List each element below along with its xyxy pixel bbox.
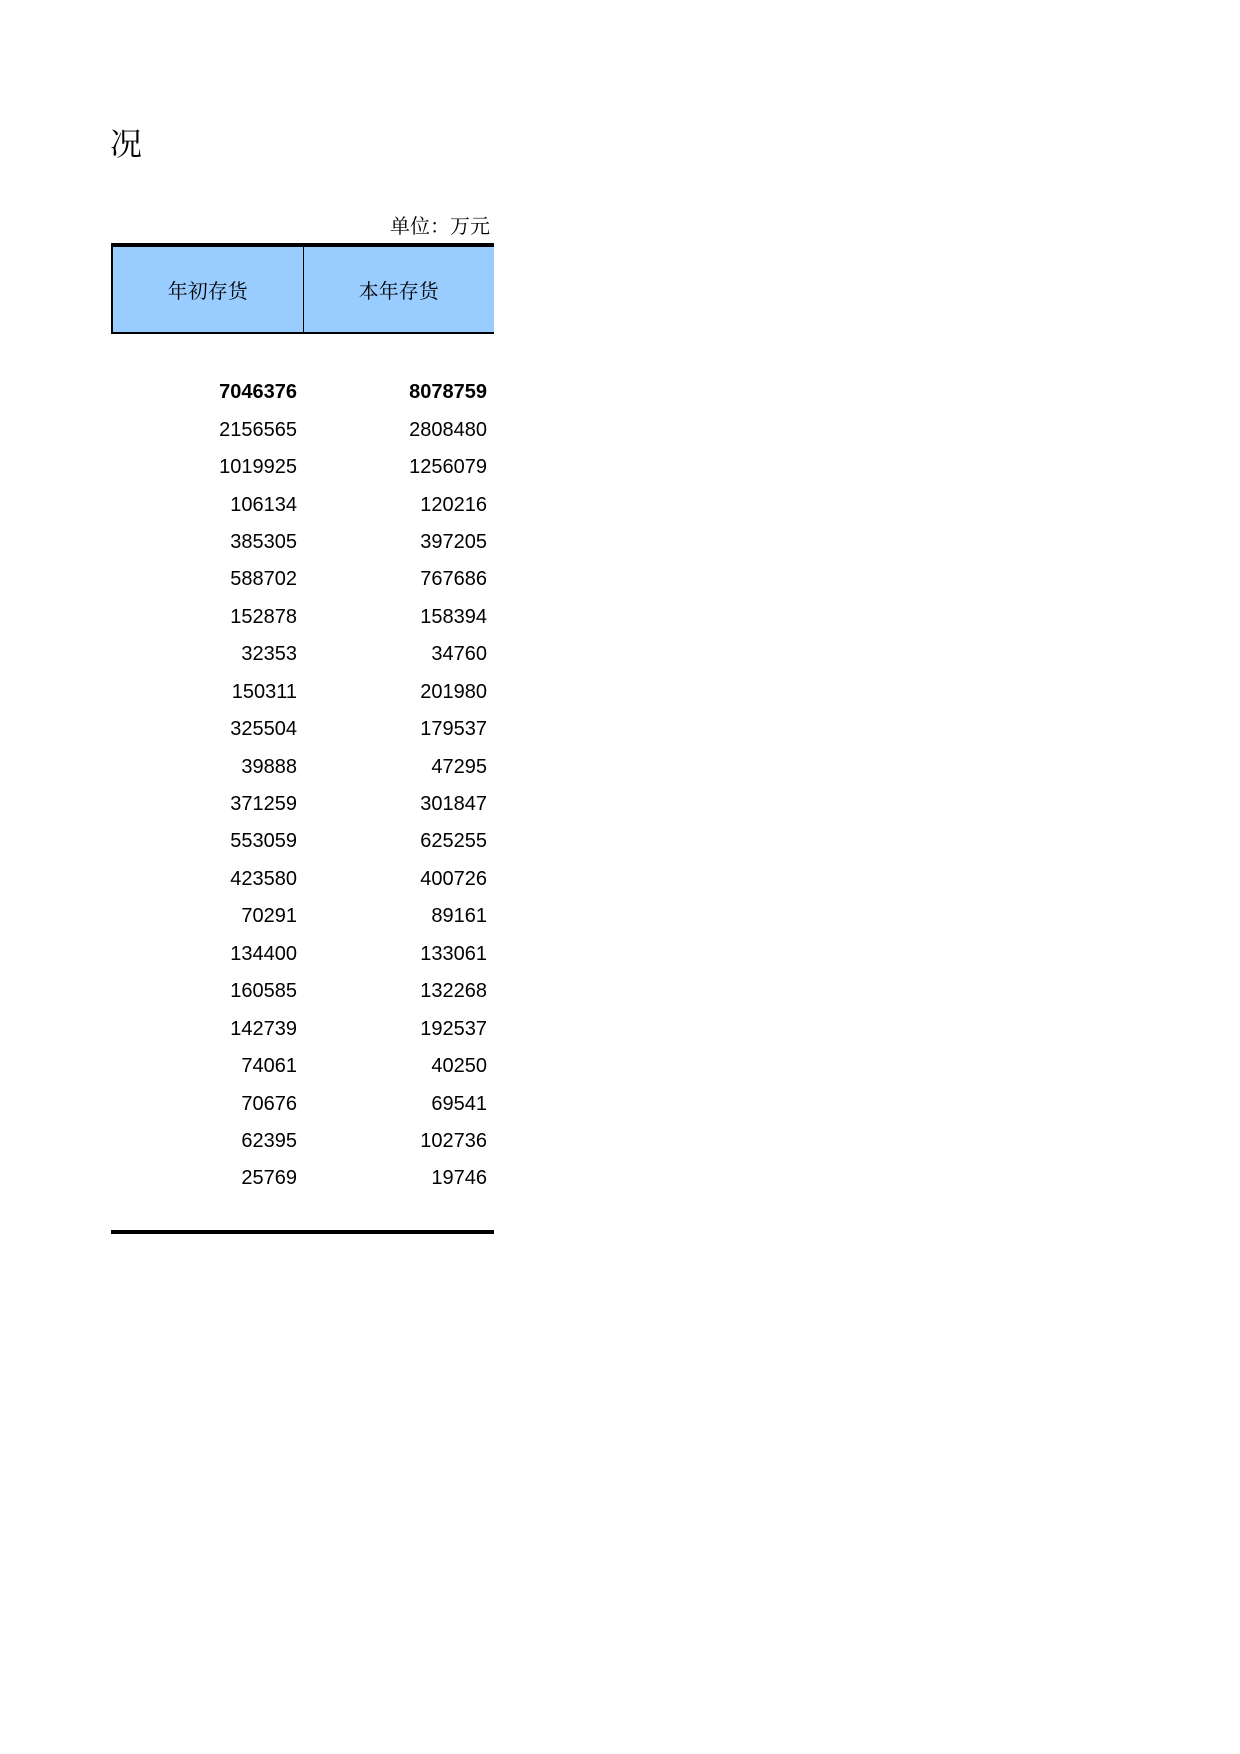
cell-opening-inventory: 423580 (230, 867, 297, 890)
cell-current-inventory: 34760 (431, 643, 487, 666)
table-row (111, 748, 494, 785)
cell-opening-inventory: 62395 (241, 1129, 297, 1152)
cell-current-inventory: 40250 (431, 1055, 487, 1078)
table-row (111, 898, 494, 935)
cell-opening-inventory: 70291 (241, 905, 297, 928)
table-row (111, 524, 494, 561)
cell-current-inventory: 158394 (420, 605, 487, 628)
table-row (111, 861, 494, 898)
table-row (111, 449, 494, 486)
table-row (111, 973, 494, 1010)
cell-current-inventory: 2808480 (409, 418, 487, 441)
cell-current-inventory: 179537 (420, 718, 487, 741)
table-row (111, 674, 494, 711)
cell-opening-inventory: 160585 (230, 980, 297, 1003)
cell-opening-inventory: 25769 (241, 1167, 297, 1190)
cell-current-inventory: 132268 (420, 980, 487, 1003)
table-row (111, 1085, 494, 1122)
cell-current-inventory: 8078759 (409, 381, 487, 404)
header-current-inventory: 本年存货 (358, 279, 439, 303)
table-row (111, 1160, 494, 1197)
cell-opening-inventory: 325504 (230, 718, 297, 741)
cell-opening-inventory: 150311 (231, 680, 297, 703)
cell-opening-inventory: 134400 (230, 942, 297, 965)
cell-current-inventory: 767686 (420, 568, 487, 591)
unit-label: 单位：万元 (390, 214, 490, 238)
table-row (111, 411, 494, 448)
cell-current-inventory: 89161 (431, 905, 487, 928)
header-opening-inventory: 年初存货 (113, 247, 304, 332)
cell-current-inventory: 19746 (431, 1167, 487, 1190)
cell-opening-inventory: 32353 (241, 643, 297, 666)
table-row (111, 599, 494, 636)
table-row (111, 1010, 494, 1047)
cell-opening-inventory: 74061 (241, 1055, 297, 1078)
table-row (111, 374, 494, 411)
cell-current-inventory: 625255 (420, 830, 487, 853)
table-row (111, 936, 494, 973)
cell-opening-inventory: 70676 (241, 1092, 297, 1115)
cell-current-inventory: 1256079 (409, 456, 487, 479)
cell-current-inventory: 69541 (431, 1092, 487, 1115)
cell-current-inventory: 47295 (431, 755, 487, 778)
table-row (111, 711, 494, 748)
cell-current-inventory: 192537 (420, 1017, 487, 1040)
cell-opening-inventory: 588702 (230, 568, 297, 591)
cell-current-inventory: 201980 (420, 680, 487, 703)
table-row (111, 786, 494, 823)
cell-opening-inventory: 2156565 (219, 418, 297, 441)
cell-current-inventory: 133061 (420, 942, 487, 965)
cell-current-inventory: 102736 (420, 1129, 487, 1152)
table-row (111, 823, 494, 860)
page-title: 况 (110, 125, 143, 163)
table-body (111, 374, 494, 1198)
cell-opening-inventory: 39888 (241, 755, 297, 778)
table-row (111, 486, 494, 523)
cell-opening-inventory: 1019925 (219, 456, 297, 479)
table-row (111, 636, 494, 673)
cell-current-inventory: 397205 (420, 530, 487, 553)
table-row (111, 1048, 494, 1085)
cell-opening-inventory: 142739 (230, 1017, 297, 1040)
table-row (111, 561, 494, 598)
cell-opening-inventory: 106134 (230, 493, 297, 516)
cell-opening-inventory: 385305 (230, 530, 297, 553)
table-row (111, 1123, 494, 1160)
table-bottom-rule (111, 1230, 494, 1234)
cell-opening-inventory: 152878 (230, 605, 297, 628)
table-header (111, 243, 494, 334)
cell-current-inventory: 120216 (420, 493, 487, 516)
cell-opening-inventory: 7046376 (219, 381, 297, 404)
cell-opening-inventory: 371259 (230, 793, 297, 816)
cell-opening-inventory: 553059 (230, 830, 297, 853)
cell-current-inventory: 400726 (420, 867, 487, 890)
cell-current-inventory: 301847 (420, 793, 487, 816)
